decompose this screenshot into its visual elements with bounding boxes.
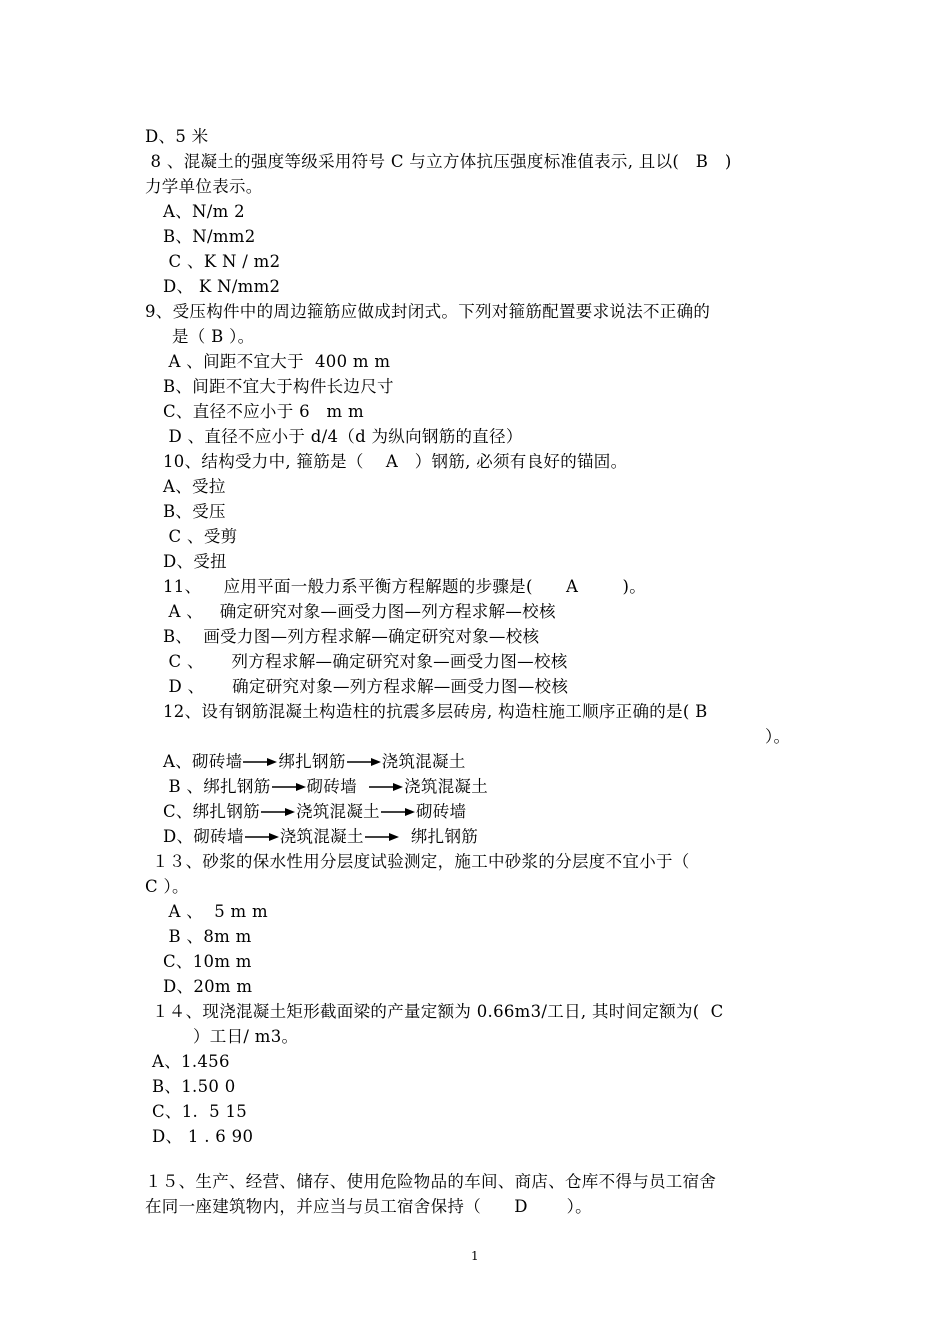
text-line: 在同一座建筑物内，并应当与员工宿舍保持（ D ）。	[145, 1197, 592, 1216]
question-10: 10、结构受力中, 箍筋是（ A ）钢筋, 必须有良好的锚固。	[163, 452, 628, 471]
text-line: C ）。	[145, 877, 189, 896]
question-9: 9、受压构件中的周边箍筋应做成封闭式。下列对箍筋配置要求说法不正确的	[145, 302, 711, 321]
option-a: A 、 确定研究对象—画受力图—列方程求解—校核	[163, 602, 556, 621]
option-prefix: C、	[163, 802, 193, 821]
option-d: D、 K N/mm2	[163, 277, 281, 296]
question-14: １４、现浇混凝土矩形截面梁的产量定额为 0.66m3/工日, 其时间定额为( C	[152, 1002, 724, 1021]
arrow-right-icon	[365, 831, 399, 843]
step-text: 砌砖墙	[306, 777, 369, 796]
text-line: ）工日/ m3。	[193, 1027, 299, 1046]
step-text: 浇筑混凝土	[381, 752, 466, 771]
step-text: 砌砖墙	[192, 752, 243, 771]
step-text: 绑扎钢筋	[192, 802, 260, 821]
question-13: １３、砂浆的保水性用分层度试验测定，施工中砂浆的分层度不宜小于（	[152, 852, 690, 871]
option-d: D 、 确定研究对象—列方程求解—画受力图—校核	[163, 677, 569, 696]
option-a: A 、 5 m m	[163, 902, 268, 921]
arrow-right-icon	[272, 781, 306, 793]
page-number: 1	[471, 1249, 479, 1263]
arrow-right-icon	[245, 831, 279, 843]
option-c: C、10m m	[163, 952, 252, 971]
question-12: 12、设有钢筋混凝土构造柱的抗震多层砖房, 构造柱施工顺序正确的是( B	[163, 702, 708, 721]
option-c: C、1. 5 15	[152, 1102, 248, 1121]
option-d	[163, 827, 478, 847]
option-d: D、受扭	[163, 552, 227, 571]
text-line: 是（ B ）。	[172, 327, 255, 346]
step-text: 绑扎钢筋	[399, 827, 479, 846]
step-text: 砌砖墙	[193, 827, 244, 846]
option-b: B、间距不宜大于构件长边尺寸	[163, 377, 394, 396]
option-d: D、20m m	[163, 977, 253, 996]
text-line: D、5 米	[145, 127, 209, 146]
option-b: B、 画受力图—列方程求解—确定研究对象—校核	[163, 627, 540, 646]
step-text: 浇筑混凝土	[295, 802, 380, 821]
option-c: C 、受剪	[163, 527, 238, 546]
option-b	[163, 777, 488, 797]
question-11: 11、 应用平面一般力系平衡方程解题的步骤是( A )。	[163, 577, 647, 596]
option-prefix: A、	[163, 752, 193, 771]
option-b: B 、8m m	[163, 927, 252, 946]
arrow-right-icon	[369, 781, 403, 793]
step-text: 浇筑混凝土	[279, 827, 364, 846]
text-line: 力学单位表示。	[145, 177, 263, 196]
option-c	[163, 802, 466, 822]
option-c: C 、K N / m2	[163, 252, 281, 271]
arrow-right-icon	[347, 756, 381, 768]
option-a: A、受拉	[163, 477, 226, 496]
option-a: A、N/m 2	[163, 202, 245, 221]
option-c: C 、 列方程求解—确定研究对象—画受力图—校核	[163, 652, 568, 671]
option-d: D、 1 . 6 90	[152, 1127, 254, 1146]
step-text: 砌砖墙	[415, 802, 467, 821]
question-8: 8 、混凝土的强度等级采用符号 C 与立方体抗压强度标准值表示, 且以( B )	[145, 152, 732, 171]
arrow-right-icon	[381, 806, 415, 818]
step-text: 绑扎钢筋	[203, 777, 271, 796]
option-prefix: D、	[163, 827, 194, 846]
option-b: B、受压	[163, 502, 226, 521]
text-line: ）。	[765, 727, 791, 746]
arrow-right-icon	[261, 806, 295, 818]
option-a: A、1.456	[152, 1052, 230, 1071]
step-text: 绑扎钢筋	[278, 752, 346, 771]
option-b: B、1.50 0	[152, 1077, 236, 1096]
option-a: A 、间距不宜大于 400 m m	[163, 352, 391, 371]
arrow-right-icon	[243, 756, 277, 768]
option-c: C、直径不应小于 6 m m	[163, 402, 364, 421]
option-d: D 、直径不应小于 d/4（d 为纵向钢筋的直径）	[163, 427, 523, 446]
option-a	[163, 752, 466, 772]
option-b: B、N/mm2	[163, 227, 256, 246]
option-prefix: B 、	[163, 777, 204, 796]
step-text: 浇筑混凝土	[404, 777, 489, 796]
question-15: １５、生产、经营、储存、使用危险物品的车间、商店、仓库不得与员工宿舍	[145, 1172, 717, 1191]
